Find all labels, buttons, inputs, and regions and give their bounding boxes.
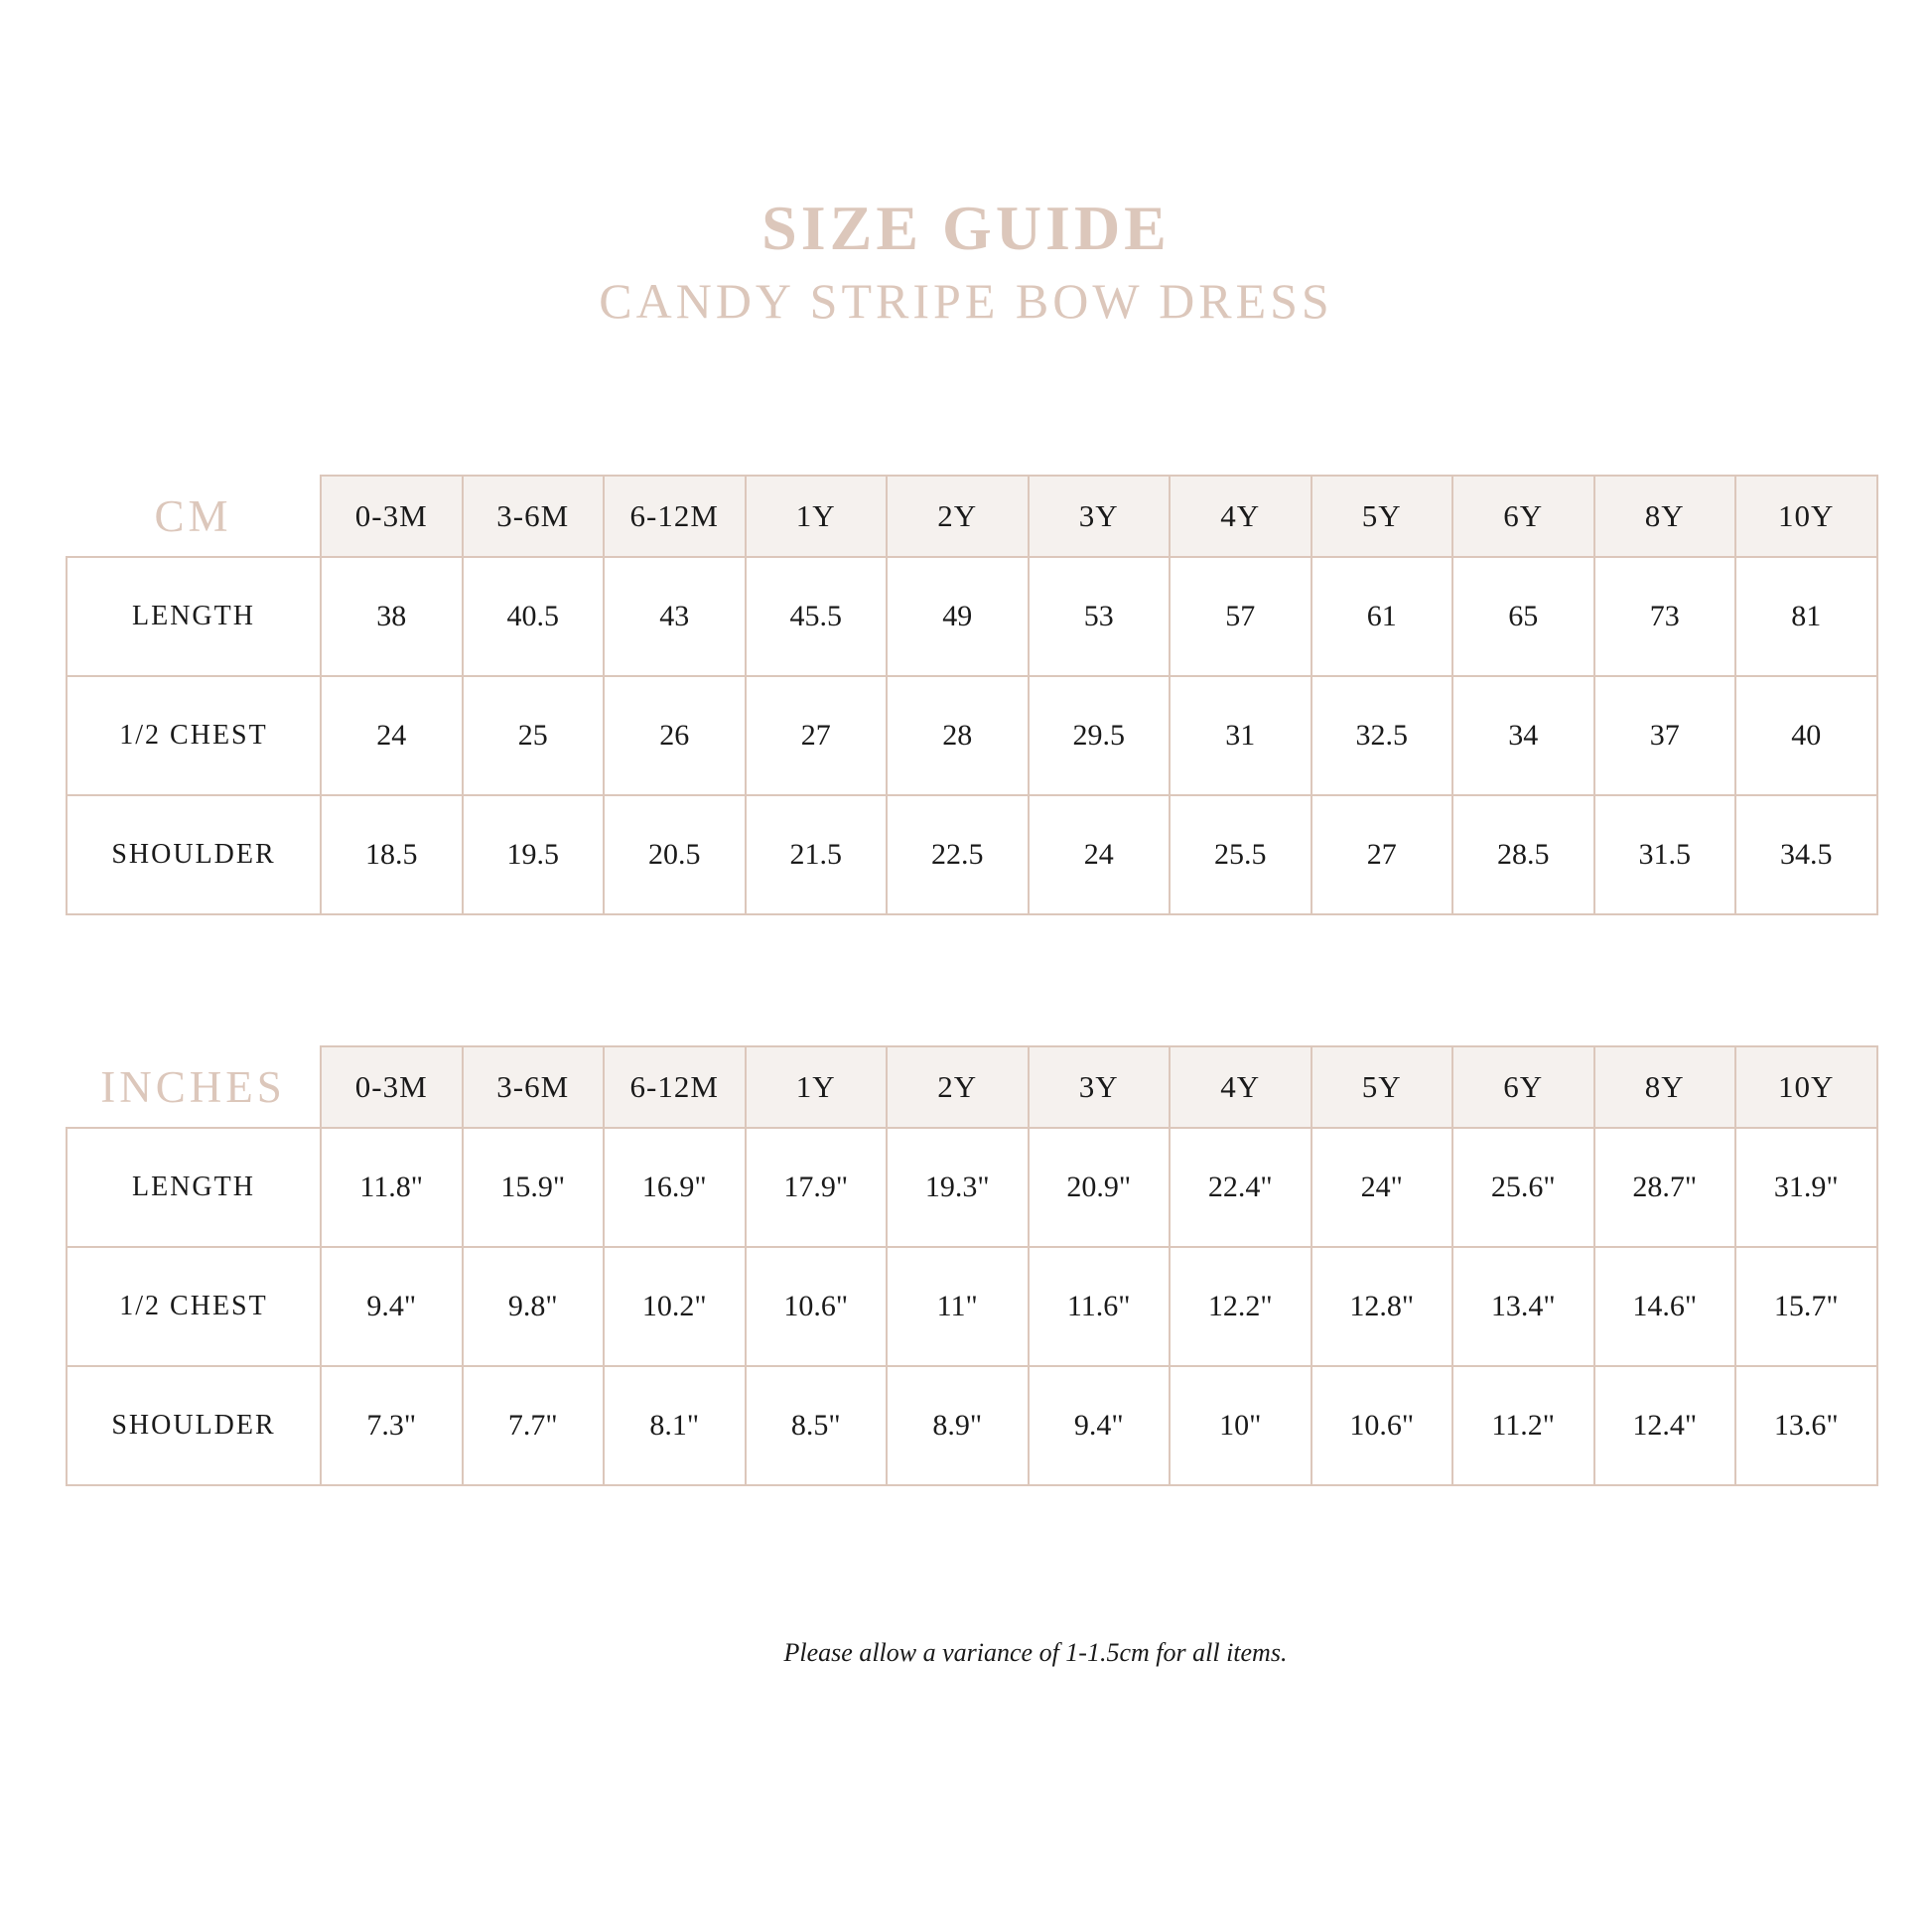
- measurement-value: 12.2": [1170, 1247, 1311, 1366]
- measurement-value: 16.9": [604, 1128, 746, 1247]
- variance-note: Please allow a variance of 1-1.5cm for all items.: [783, 1638, 1288, 1667]
- measurement-value: 15.9": [463, 1128, 605, 1247]
- inch-size-table: [66, 1045, 1878, 1486]
- measurement-value: 49: [887, 557, 1029, 676]
- measurement-value: 13.4": [1452, 1247, 1594, 1366]
- measurement-value: 40.5: [463, 557, 605, 676]
- size-column-header: 3-6M: [463, 1046, 605, 1128]
- measurement-value: 53: [1029, 557, 1171, 676]
- measurement-value: 29.5: [1029, 676, 1171, 795]
- measurement-value: 73: [1594, 557, 1736, 676]
- measurement-value: 9.4": [1029, 1366, 1171, 1485]
- size-column-header: 4Y: [1170, 476, 1311, 557]
- size-column-header: 8Y: [1594, 1046, 1736, 1128]
- size-column-header: 1Y: [746, 476, 888, 557]
- measurement-value: 7.7": [463, 1366, 605, 1485]
- size-column-header: 5Y: [1311, 476, 1453, 557]
- measurement-value: 25.6": [1452, 1128, 1594, 1247]
- measurement-value: 61: [1311, 557, 1453, 676]
- measurement-value: 25.5: [1170, 795, 1311, 914]
- measurement-value: 10.2": [604, 1247, 746, 1366]
- size-column-header: 0-3M: [321, 1046, 463, 1128]
- size-column-header: 5Y: [1311, 1046, 1453, 1128]
- measurement-value: 9.8": [463, 1247, 605, 1366]
- measurement-value: 31.5: [1594, 795, 1736, 914]
- size-header-row: [67, 476, 1877, 557]
- measurement-value: 7.3": [321, 1366, 463, 1485]
- measurement-value: 22.4": [1170, 1128, 1311, 1247]
- measurement-value: 8.5": [746, 1366, 888, 1485]
- measurement-value: 34: [1452, 676, 1594, 795]
- size-column-header: 6-12M: [604, 476, 746, 557]
- measurement-value: 10.6": [746, 1247, 888, 1366]
- measurement-value: 11.8": [321, 1128, 463, 1247]
- table-row: [67, 1247, 1877, 1366]
- unit-label: CM: [154, 490, 232, 541]
- unit-label: INCHES: [100, 1061, 286, 1112]
- measurement-value: 40: [1735, 676, 1877, 795]
- measurement-label: SHOULDER: [67, 1366, 321, 1485]
- measurement-value: 24": [1311, 1128, 1453, 1247]
- measurement-value: 8.1": [604, 1366, 746, 1485]
- size-column-header: 3Y: [1029, 1046, 1171, 1128]
- measurement-value: 15.7": [1735, 1247, 1877, 1366]
- measurement-value: 34.5: [1735, 795, 1877, 914]
- size-column-header: 10Y: [1735, 1046, 1877, 1128]
- measurement-value: 43: [604, 557, 746, 676]
- size-column-header: 8Y: [1594, 476, 1736, 557]
- measurement-value: 32.5: [1311, 676, 1453, 795]
- measurement-value: 57: [1170, 557, 1311, 676]
- measurement-value: 28.7": [1594, 1128, 1736, 1247]
- measurement-value: 45.5: [746, 557, 888, 676]
- measurement-value: 81: [1735, 557, 1877, 676]
- size-column-header: 3-6M: [463, 476, 605, 557]
- measurement-value: 25: [463, 676, 605, 795]
- measurement-value: 11.6": [1029, 1247, 1171, 1366]
- measurement-value: 8.9": [887, 1366, 1029, 1485]
- measurement-value: 18.5: [321, 795, 463, 914]
- measurement-value: 22.5: [887, 795, 1029, 914]
- size-column-header: 1Y: [746, 1046, 888, 1128]
- measurement-value: 11.2": [1452, 1366, 1594, 1485]
- measurement-value: 28.5: [1452, 795, 1594, 914]
- measurement-value: 12.8": [1311, 1247, 1453, 1366]
- size-column-header: 6Y: [1452, 476, 1594, 557]
- size-column-header: 4Y: [1170, 1046, 1311, 1128]
- measurement-value: 31: [1170, 676, 1311, 795]
- page-title: SIZE GUIDE: [761, 193, 1171, 263]
- measurement-value: 27: [746, 676, 888, 795]
- measurement-value: 20.9": [1029, 1128, 1171, 1247]
- measurement-label: LENGTH: [67, 1128, 321, 1247]
- measurement-value: 10.6": [1311, 1366, 1453, 1485]
- measurement-value: 19.5: [463, 795, 605, 914]
- cm-size-table: [66, 475, 1878, 915]
- size-column-header: 3Y: [1029, 476, 1171, 557]
- measurement-value: 26: [604, 676, 746, 795]
- size-column-header: 10Y: [1735, 476, 1877, 557]
- measurement-value: 28: [887, 676, 1029, 795]
- measurement-value: 10": [1170, 1366, 1311, 1485]
- measurement-value: 19.3": [887, 1128, 1029, 1247]
- measurement-value: 12.4": [1594, 1366, 1736, 1485]
- measurement-label: 1/2 CHEST: [67, 676, 321, 795]
- size-column-header: 6Y: [1452, 1046, 1594, 1128]
- size-column-header: 2Y: [887, 476, 1029, 557]
- measurement-value: 17.9": [746, 1128, 888, 1247]
- measurement-value: 9.4": [321, 1247, 463, 1366]
- measurement-label: LENGTH: [67, 557, 321, 676]
- measurement-value: 31.9": [1735, 1128, 1877, 1247]
- measurement-value: 21.5: [746, 795, 888, 914]
- measurement-value: 24: [321, 676, 463, 795]
- table-row: [67, 795, 1877, 914]
- measurement-value: 13.6": [1735, 1366, 1877, 1485]
- measurement-value: 20.5: [604, 795, 746, 914]
- measurement-value: 24: [1029, 795, 1171, 914]
- measurement-value: 27: [1311, 795, 1453, 914]
- product-name: CANDY STRIPE BOW DRESS: [599, 273, 1333, 329]
- size-column-header: 0-3M: [321, 476, 463, 557]
- table-row: [67, 1366, 1877, 1485]
- measurement-value: 11": [887, 1247, 1029, 1366]
- table-row: [67, 1128, 1877, 1247]
- size-header-row: [67, 1046, 1877, 1128]
- table-row: [67, 676, 1877, 795]
- measurement-value: 65: [1452, 557, 1594, 676]
- measurement-value: 14.6": [1594, 1247, 1736, 1366]
- size-column-header: 2Y: [887, 1046, 1029, 1128]
- measurement-value: 37: [1594, 676, 1736, 795]
- table-row: [67, 557, 1877, 676]
- size-column-header: 6-12M: [604, 1046, 746, 1128]
- measurement-value: 38: [321, 557, 463, 676]
- measurement-label: 1/2 CHEST: [67, 1247, 321, 1366]
- measurement-label: SHOULDER: [67, 795, 321, 914]
